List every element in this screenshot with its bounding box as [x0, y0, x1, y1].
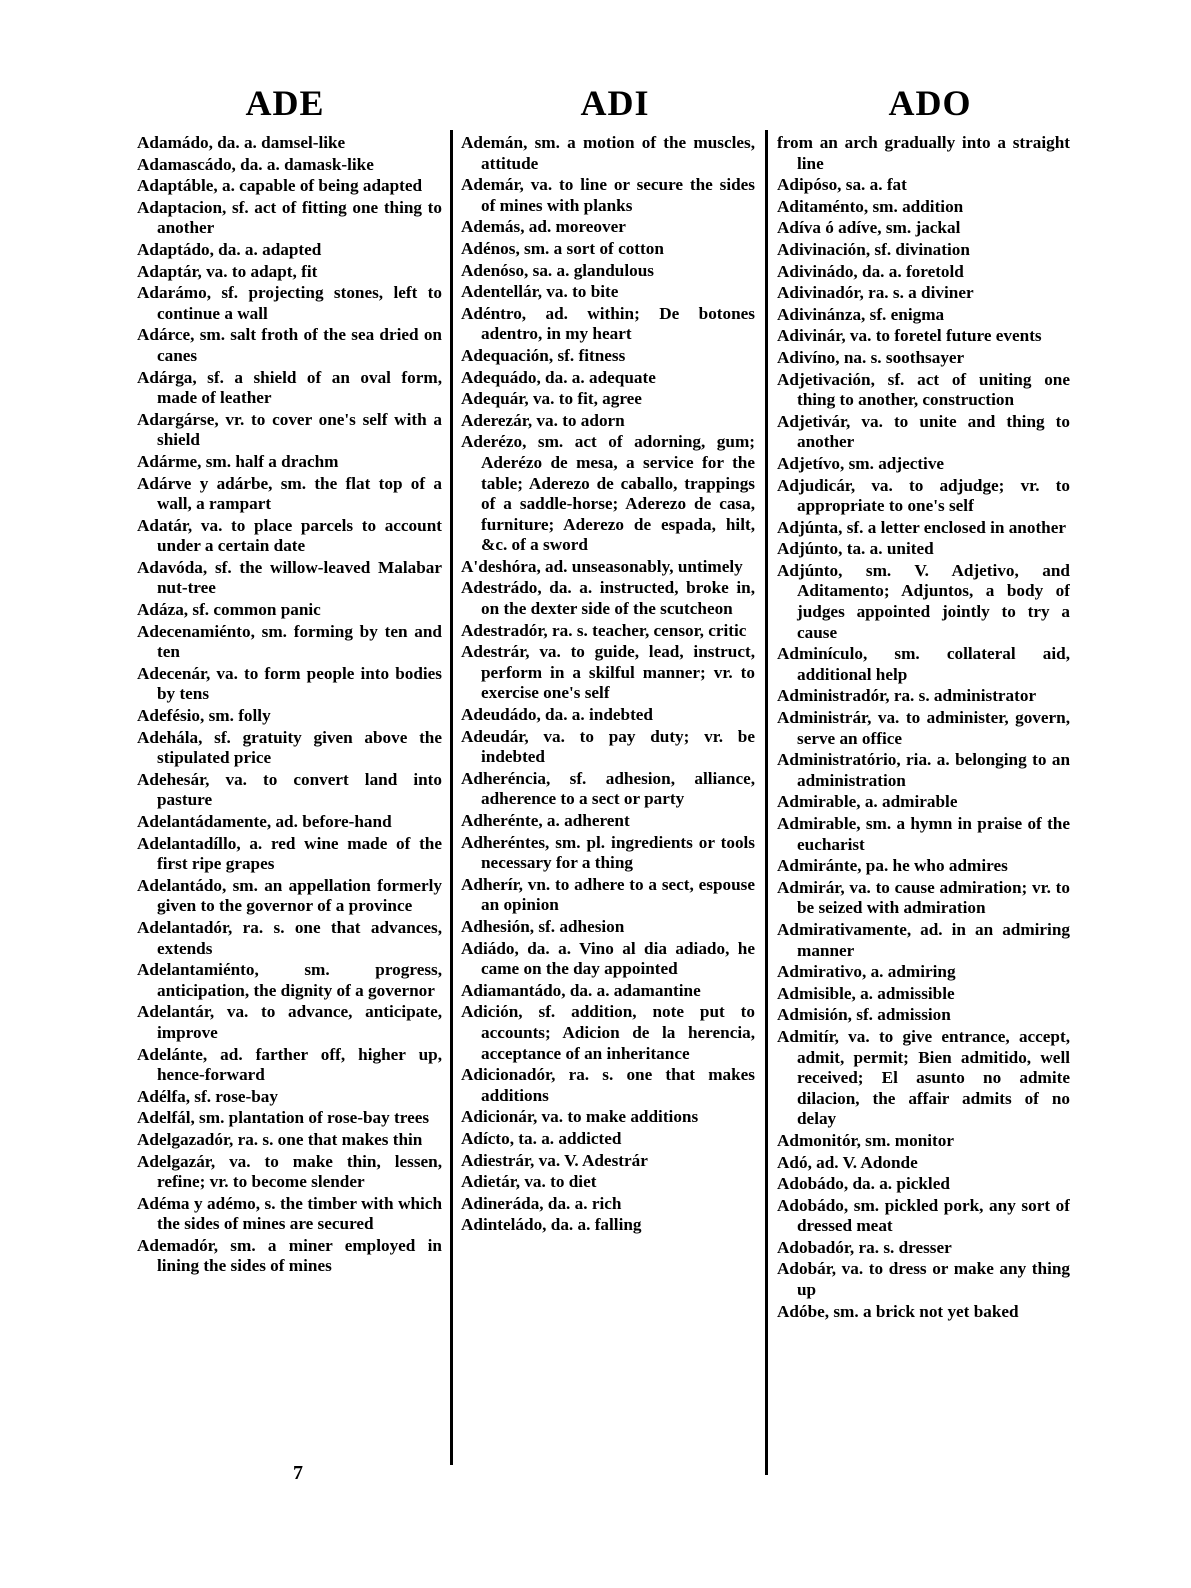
dictionary-entry: Adestrádo, da. a. instructed, broke in, on the dexter side of the scutcheon [461, 578, 755, 619]
dictionary-entry: Adehesár, va. to convert land into pasture [137, 769, 442, 810]
dictionary-entry: Adición, sf. addition, note put to accounts; Adicion de la herencia, acceptance of an inheritance [461, 1002, 755, 1063]
dictionary-entry: Adatár, va. to place parcels to account under a certain date [137, 515, 442, 556]
dictionary-entry: Adestrár, va. to guide, lead, instruct, perform in a skilful manner; vr. to exercise one's self [461, 642, 755, 703]
column-right [777, 133, 1070, 1493]
dictionary-entry: A'deshóra, ad. unseasonably, untimely [461, 556, 743, 576]
column-middle [461, 133, 755, 1493]
dictionary-entry: Admirable, a. admirable [777, 792, 958, 812]
headword-right: ADO [888, 83, 972, 123]
dictionary-entry: Adamascádo, da. a. damask-like [137, 154, 374, 174]
dictionary-entry: Aditaménto, sm. addition [777, 196, 964, 216]
headword-left: ADE [245, 83, 325, 123]
dictionary-entry: Adminículo, sm. collateral aid, additional help [777, 644, 1070, 684]
dictionary-entry: Adéma y adémo, s. the timber with which the sides of mines are secured [137, 1193, 442, 1234]
dictionary-entry: Adivíno, na. s. soothsayer [777, 347, 965, 367]
dictionary-entry: Adivinánza, sf. enigma [777, 304, 945, 324]
dictionary-entry: Adequación, sf. fitness [461, 345, 626, 365]
dictionary-entry: Adobádo, sm. pickled pork, any sort of dressed meat [777, 1195, 1070, 1236]
dictionary-entry: Además, ad. moreover [461, 217, 626, 237]
dictionary-entry: Adaptacion, sf. act of fitting one thing to another [137, 197, 442, 238]
dictionary-entry: Adeudár, va. to pay duty; vr. be indebted [461, 726, 755, 767]
dictionary-entry: Adelantamiénto, sm. progress, anticipation, the dignity of a governor [137, 960, 442, 1000]
dictionary-entry: Admonitór, sm. monitor [777, 1130, 954, 1150]
dictionary-entry: Adiádo, da. a. Vino al dia adiado, he came on the day appointed [461, 938, 755, 979]
dictionary-entry: Administrár, va. to administer, govern, serve an office [777, 708, 1070, 748]
dictionary-entry: Adelgazadór, ra. s. one that makes thin [137, 1129, 423, 1149]
dictionary-entry: Adjetívo, sm. adjective [777, 453, 945, 473]
headword-middle: ADI [580, 83, 650, 123]
dictionary-entry: Adipóso, sa. a. fat [777, 175, 907, 195]
dictionary-entry: Adáza, sf. common panic [137, 600, 321, 620]
dictionary-entry: Adivinádo, da. a. foretold [777, 261, 964, 281]
dictionary-entry: Adénos, sm. a sort of cotton [461, 238, 664, 258]
dictionary-entry: Adjúnto, sm. V. Adjetivo, and Aditamento; Adjuntos, a body of judges appointed jointly to try a cause [777, 560, 1070, 642]
dictionary-entry: Admisible, a. admissible [777, 983, 955, 1003]
dictionary-entry: Adéntro, ad. within; De botones adentro, in my heart [461, 303, 755, 344]
dictionary-entry: Adobár, va. to dress or make any thing up [777, 1259, 1070, 1300]
dictionary-entry: Aderezár, va. to adorn [461, 410, 625, 430]
dictionary-entry: Adherír, vn. to adhere to a sect, espouse an opinion [461, 874, 755, 915]
dictionary-entry: Adargárse, vr. to cover one's self with a shield [137, 409, 442, 450]
column-rule-1 [450, 130, 453, 1465]
dictionary-entry: Admirár, va. to cause admiration; vr. to be seized with admiration [777, 877, 1070, 918]
dictionary-entry: Ademár, va. to line or secure the sides of mines with planks [461, 175, 755, 215]
dictionary-entry: Adjúnta, sf. a letter enclosed in another [777, 517, 1066, 537]
dictionary-entry: Adelantadór, ra. s. one that advances, extends [137, 917, 442, 958]
dictionary-entry: Adobadór, ra. s. dresser [777, 1237, 952, 1257]
dictionary-entry: Adaptádo, da. a. adapted [137, 239, 322, 259]
dictionary-entry: Adamádo, da. a. damsel-like [137, 133, 346, 152]
dictionary-entry: Adelantádo, sm. an appellation formerly given to the governor of a province [137, 875, 442, 916]
dictionary-entry: Administratório, ria. a. belonging to an administration [777, 750, 1070, 790]
dictionary-entry: Adecenamiénto, sm. forming by ten and ten [137, 621, 442, 662]
dictionary-entry: Adicionár, va. to make additions [461, 1107, 699, 1127]
dictionary-entry: Ademán, sm. a motion of the muscles, attitude [461, 133, 755, 173]
dictionary-entry: Admirativo, a. admiring [777, 962, 956, 982]
dictionary-entry: Admiránte, pa. he who admires [777, 856, 1008, 876]
dictionary-entry: Adárve y adárbe, sm. the flat top of a wall, a rampart [137, 473, 442, 514]
dictionary-entry: Adelantár, va. to advance, anticipate, improve [137, 1002, 442, 1042]
dictionary-entry: Adheréncia, sf. adhesion, alliance, adherence to a sect or party [461, 768, 755, 809]
dictionary-entry: Adequádo, da. a. adequate [461, 367, 656, 387]
dictionary-entry: Adenóso, sa. a. glandulous [461, 260, 654, 280]
dictionary-entry: Adó, ad. V. Adonde [777, 1152, 918, 1172]
dictionary-entry: Adiestrár, va. V. Adestrár [461, 1150, 648, 1170]
dictionary-entry: Adelgazár, va. to make thin, lessen, refine; vr. to become slender [137, 1151, 442, 1192]
dictionary-entry: Adjetivación, sf. act of uniting one thing to another, construction [777, 369, 1070, 410]
dictionary-entry: Adelfál, sm. plantation of rose-bay trees [137, 1108, 430, 1128]
dictionary-entry: Adjúnto, ta. a. united [777, 539, 934, 559]
dictionary-entry: Adélfa, sf. rose-bay [137, 1086, 278, 1106]
dictionary-entry: Adineráda, da. a. rich [461, 1193, 622, 1213]
dictionary-entry: Adelantadíllo, a. red wine made of the first ripe grapes [137, 833, 442, 874]
dictionary-entry: Administradór, ra. s. administrator [777, 686, 1037, 706]
dictionary-entry: Adheréntes, sm. pl. ingredients or tools necessary for a thing [461, 832, 755, 873]
dictionary-entry: Adóbe, sm. a brick not yet baked [777, 1301, 1019, 1321]
dictionary-entry: Adelánte, ad. farther off, higher up, hence-forward [137, 1044, 442, 1085]
dictionary-entry: Admirativamente, ad. in an admiring manner [777, 919, 1070, 960]
dictionary-entry: Adarámo, sf. projecting stones, left to continue a wall [137, 283, 442, 323]
dictionary-entry: Adicionadór, ra. s. one that makes additions [461, 1065, 755, 1105]
dictionary-entry: Adaptár, va. to adapt, fit [137, 261, 318, 281]
dictionary-entry: Ademadór, sm. a miner employed in lining the sides of mines [137, 1235, 442, 1276]
dictionary-entry: Adárce, sm. salt froth of the sea dried on canes [137, 325, 442, 365]
page-headers [0, 82, 1191, 132]
dictionary-entry: Adíva ó adíve, sm. jackal [777, 218, 961, 238]
dictionary-entry: Adavóda, sf. the willow-leaved Malabar nut-tree [137, 557, 442, 598]
dictionary-entry: Adiamantádo, da. a. adamantine [461, 980, 701, 1000]
dictionary-entry: Adelantádamente, ad. before-hand [137, 812, 392, 831]
dictionary-entry: Adefésio, sm. folly [137, 706, 271, 726]
dictionary-entry: Adestradór, ra. s. teacher, censor, critic [461, 620, 747, 640]
dictionary-entry: Adárme, sm. half a drachm [137, 451, 339, 471]
dictionary-entry: Adárga, sf. a shield of an oval form, made of leather [137, 367, 442, 408]
column-left [137, 133, 442, 1493]
dictionary-entry: Aderézo, sm. act of adorning, gum; Aderézo de mesa, a service for the table; Aderezo de caballo, trappings of a saddle-horse; Aderezo de casa, furniture; Aderezo de espada, hilt, &c. of a sword [461, 432, 755, 555]
page-number: 7 [293, 1462, 303, 1484]
dictionary-entry: Admirable, sm. a hymn in praise of the eucharist [777, 814, 1070, 854]
dictionary-entry: Adequár, va. to fit, agree [461, 389, 642, 409]
dictionary-entry: Adaptáble, a. capable of being adapted [137, 176, 423, 196]
dictionary-entry: Adhesión, sf. adhesion [461, 916, 625, 936]
dictionary-entry: Adherénte, a. adherent [461, 811, 630, 830]
dictionary-entry: from an arch gradually into a straight line [777, 133, 1070, 173]
dictionary-entry: Adobádo, da. a. pickled [777, 1174, 950, 1194]
column-rule-2 [765, 130, 768, 1475]
dictionary-entry: Adeudádo, da. a. indebted [461, 705, 653, 725]
dictionary-entry: Adietár, va. to diet [461, 1172, 597, 1192]
dictionary-entry: Adjudicár, va. to adjudge; vr. to appropriate to one's self [777, 475, 1070, 516]
dictionary-entry: Adecenár, va. to form people into bodies by tens [137, 663, 442, 704]
dictionary-entry: Adivinár, va. to foretel future events [777, 326, 1042, 346]
dictionary-entry: Adivinadór, ra. s. a diviner [777, 283, 974, 303]
dictionary-entry: Adjetivár, va. to unite and thing to another [777, 411, 1070, 452]
dictionary-entry: Adivinación, sf. divination [777, 239, 970, 259]
dictionary-entry: Adentellár, va. to bite [461, 282, 619, 302]
dictionary-entry: Admitír, va. to give entrance, accept, admit, permit; Bien admitido, well received; El asunto no admite dilacion, the affair admits of no delay [777, 1026, 1070, 1129]
dictionary-entry: Adinteládo, da. a. falling [461, 1215, 642, 1235]
dictionary-entry: Admisión, sf. admission [777, 1005, 951, 1025]
dictionary-entry: Adícto, ta. a. addicted [461, 1128, 622, 1148]
dictionary-entry: Adehála, sf. gratuity given above the stipulated price [137, 727, 442, 768]
